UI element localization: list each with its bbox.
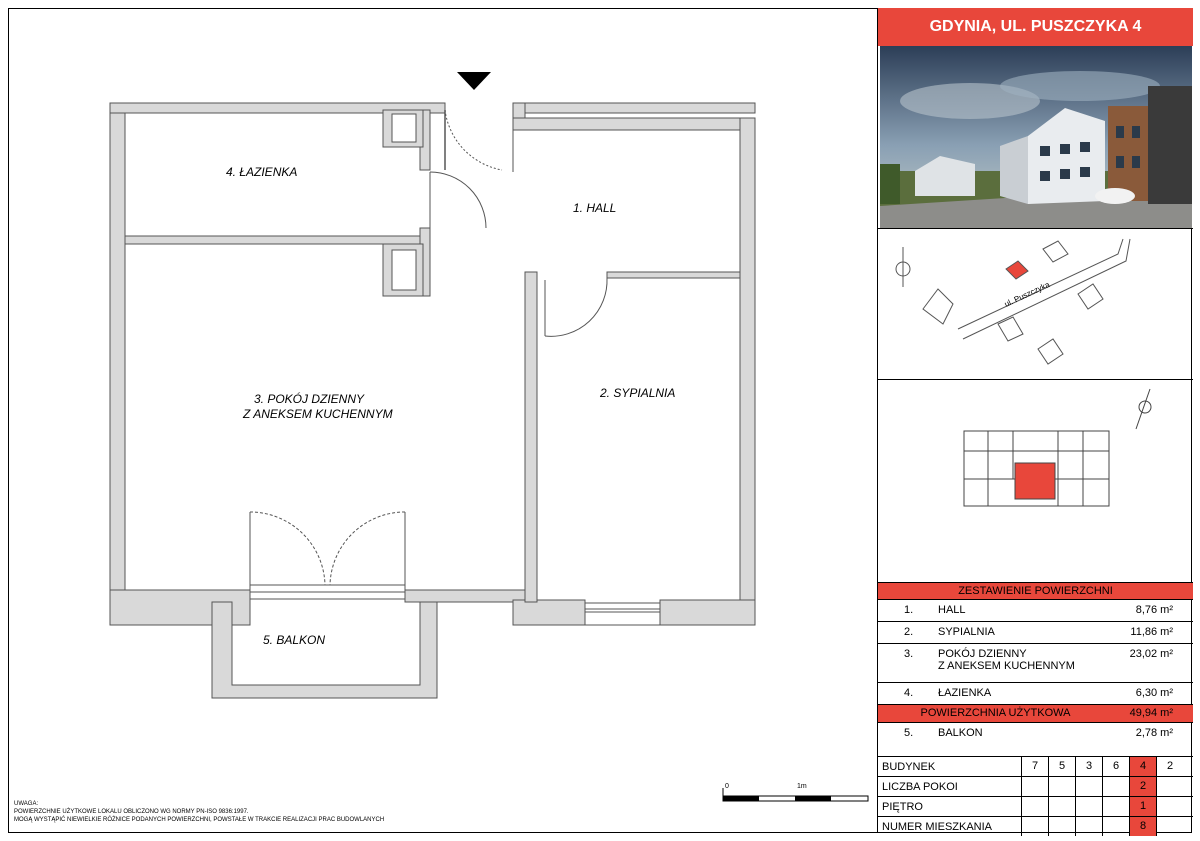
row-num: 4.: [904, 687, 914, 699]
room-label-bathroom: 4. ŁAZIENKA: [226, 165, 298, 179]
room-label-bedroom: 2. SYPIALNIA: [600, 386, 676, 400]
rooms-label: LICZBA POKOI: [882, 781, 958, 793]
total-row: [878, 704, 1193, 722]
wall-bed-top: [607, 272, 740, 278]
empty-cell: [1048, 817, 1075, 836]
empty-cell: [1156, 777, 1183, 796]
building-cell: 3: [1075, 757, 1102, 776]
building-key-plan: [878, 379, 1193, 584]
building-cell: 5: [1048, 757, 1075, 776]
wall-outer-left: [110, 103, 445, 625]
site-map: [878, 228, 1193, 380]
empty-cell: [1156, 797, 1183, 816]
note-line-2: MOGĄ WYSTĄPIĆ NIEWIELKIE RÓŻNICE PODANYCH POWIERZCHNI, POWSTAŁE W TRAKCIE REALIZACJI PRAC BUDOWLANYCH: [14, 817, 385, 823]
row-value: 8,76 m²: [1135, 604, 1173, 616]
table-row: [878, 722, 1193, 744]
note: [14, 800, 384, 824]
note-line-1: POWIERZCHNIE UŻYTKOWE LOKALU OBLICZONO WG NORMY PN-ISO 9836:1997.: [14, 809, 249, 815]
room-label-living-2: Z ANEKSEM KUCHENNYM: [243, 407, 393, 421]
wall-bottom-mid: [405, 590, 525, 602]
building-cell: 2: [1156, 757, 1183, 776]
rooms-value: 2: [1129, 777, 1156, 796]
apartment-number-label: NUMER MIESZKANIA: [882, 821, 993, 833]
row-value: 6,30 m²: [1135, 687, 1173, 699]
building-cell: 6: [1102, 757, 1129, 776]
total-label: POWIERZCHNIA UŻYTKOWA: [920, 707, 1071, 719]
building-render-image: [880, 46, 1192, 228]
scale-start-label: 0: [725, 783, 729, 790]
row-name: [938, 648, 1075, 672]
empty-cell: [1102, 797, 1129, 816]
row-value: 23,02 m²: [1129, 648, 1173, 660]
building-cell: 7: [1021, 757, 1048, 776]
building-cell-selected: 4: [1129, 757, 1156, 776]
room-label-hall: 1. HALL: [573, 201, 617, 215]
wall-partition-bath: [125, 236, 425, 244]
building-label: BUDYNEK: [882, 761, 936, 773]
empty-cell: [1048, 777, 1075, 796]
empty-cell: [1075, 797, 1102, 816]
area-table: [878, 582, 1193, 744]
note-heading: UWAGA:: [14, 801, 39, 807]
row-num: 2.: [904, 626, 914, 638]
row-value: 2,78 m²: [1135, 727, 1173, 739]
wall-hall-top: [513, 118, 755, 130]
row-name: SYPIALNIA: [938, 626, 995, 638]
scale-end-label: 1m: [797, 783, 807, 790]
area-table-heading: ZESTAWIENIE POWIERZCHNI: [878, 582, 1193, 599]
row-name: ŁAZIENKA: [938, 687, 992, 699]
table-row: [878, 643, 1193, 682]
empty-cell: [1021, 777, 1048, 796]
wall-bed-left: [525, 272, 537, 602]
row-num: 3.: [904, 648, 914, 660]
row-num: 1.: [904, 604, 914, 616]
scale-bar: [723, 788, 868, 801]
floor-value: 1: [1129, 797, 1156, 816]
window-bedroom: [585, 603, 660, 625]
entrance-arrow: [457, 72, 491, 90]
total-value: 49,94 m²: [1129, 707, 1173, 719]
info-row-building: [878, 756, 1193, 776]
table-row: [878, 599, 1193, 621]
row-name-line1: POKÓJ DZIENNY: [938, 648, 1027, 660]
wall-bottom-bed-b: [660, 600, 755, 625]
table-row: [878, 621, 1193, 643]
info-row-apartment: [878, 816, 1193, 836]
row-num: 5.: [904, 727, 914, 739]
empty-cell: [1102, 817, 1129, 836]
empty-cell: [1075, 777, 1102, 796]
row-name: HALL: [938, 604, 966, 616]
row-name: BALKON: [938, 727, 983, 739]
info-panel: [877, 8, 1193, 833]
info-row-rooms: [878, 776, 1193, 796]
wall-left: [110, 103, 125, 625]
room-label-balcony: 5. BALKON: [263, 633, 326, 647]
table-row: [878, 682, 1193, 704]
apartment-highlight: [1015, 463, 1055, 499]
street-label: ul. Puszczyka: [1003, 279, 1052, 309]
wall-right: [740, 118, 755, 625]
project-title: GDYNIA, UL. PUSZCZYKA 4: [878, 8, 1193, 46]
floor-label: PIĘTRO: [882, 801, 923, 813]
room-label-living-1: 3. POKÓJ DZIENNY: [254, 392, 365, 406]
row-name-line2: Z ANEKSEM KUCHENNYM: [938, 660, 1075, 672]
row-value: 11,86 m²: [1130, 626, 1173, 638]
empty-cell: [1075, 817, 1102, 836]
apartment-info: [878, 756, 1193, 836]
wall-top-right: [513, 103, 755, 113]
apartment-number-value: 8: [1129, 817, 1156, 836]
empty-cell: [1048, 797, 1075, 816]
empty-cell: [1156, 817, 1183, 836]
info-row-floor: [878, 796, 1193, 816]
empty-cell: [1102, 777, 1129, 796]
wall-bottom-bed-a: [513, 600, 585, 625]
empty-cell: [1021, 797, 1048, 816]
empty-cell: [1021, 817, 1048, 836]
